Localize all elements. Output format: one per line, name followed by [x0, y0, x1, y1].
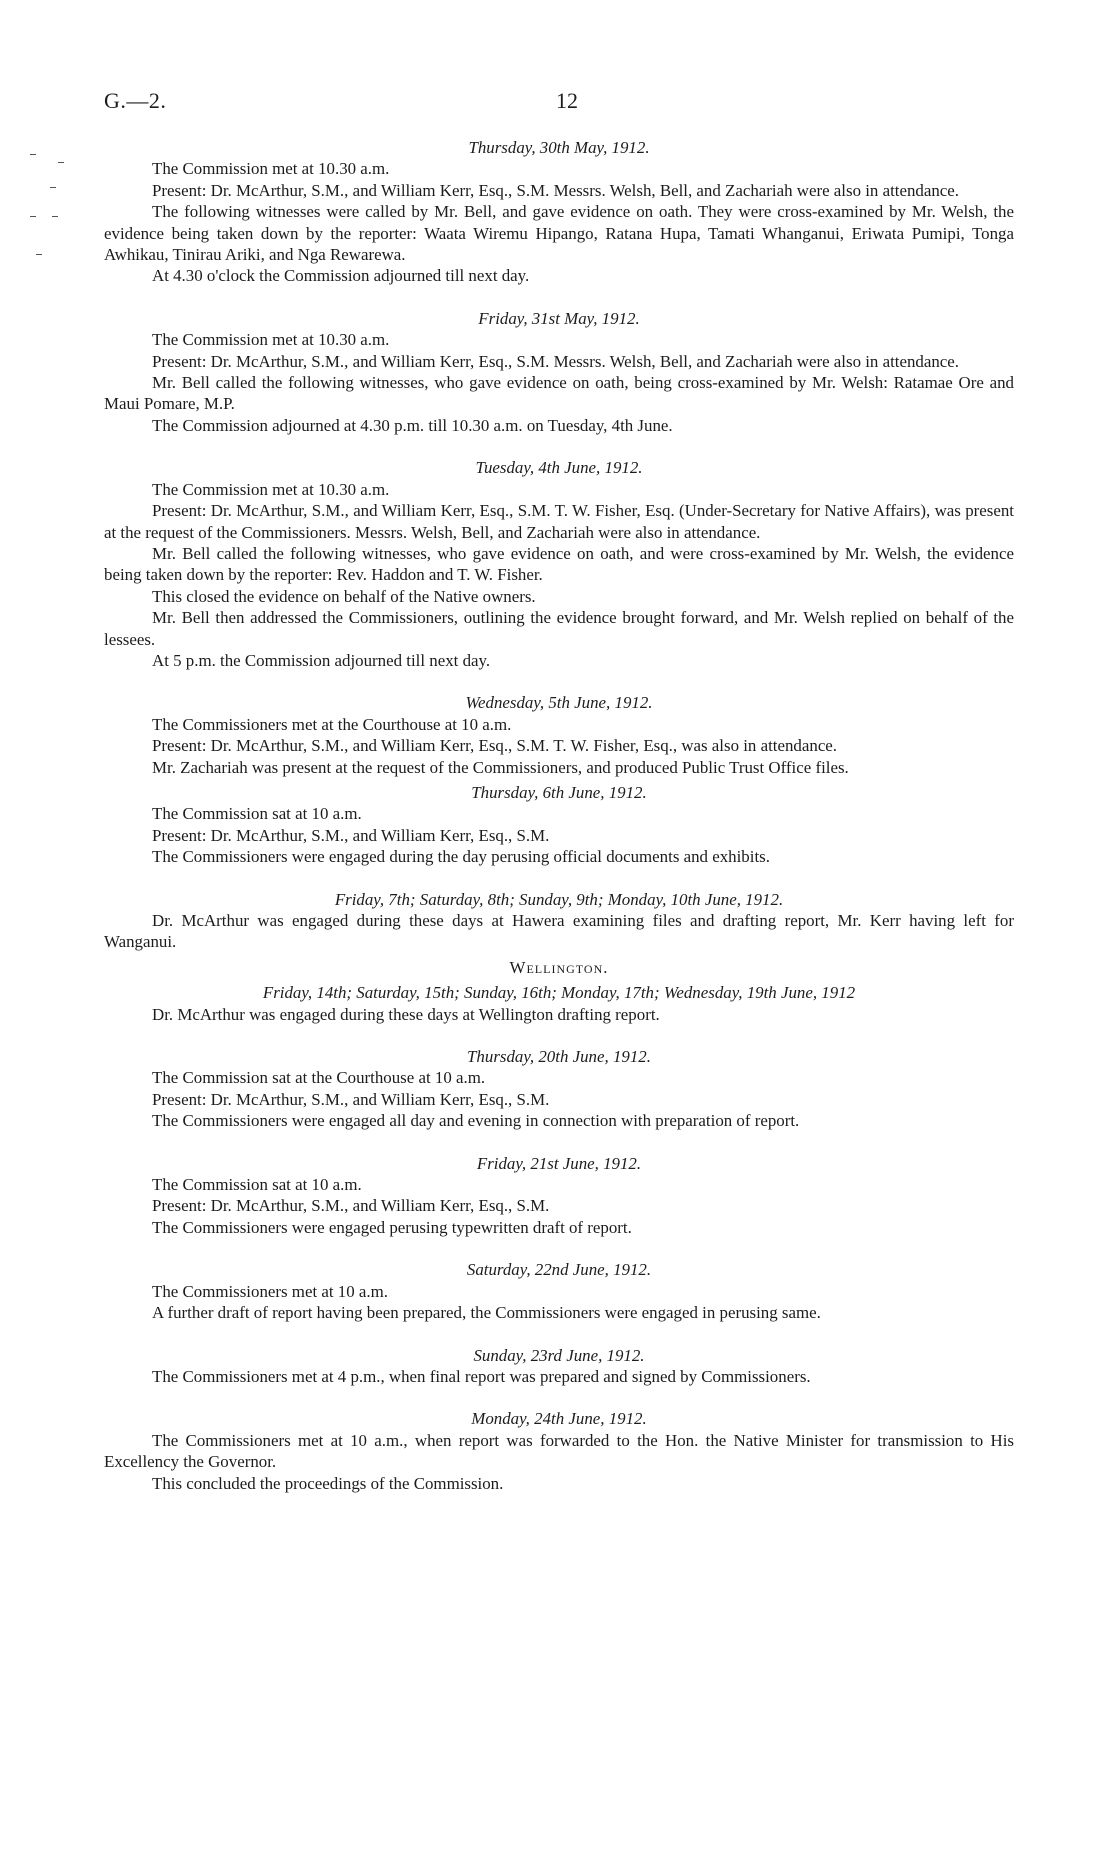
day-entry [104, 692, 1014, 778]
entry-paragraph: At 4.30 o'clock the Commission adjourned till next day. [152, 266, 530, 286]
day-entry [104, 1345, 1014, 1388]
margin-marks [28, 150, 68, 330]
entry-paragraph: The Commissioners met at 10 a.m., when report was forwarded to the Hon. the Native Minister for transmission to His Excellency the Governor. [104, 1430, 1014, 1472]
page-header [104, 88, 1014, 118]
entry-paragraph: At 5 p.m. the Commission adjourned till next day. [152, 650, 491, 670]
entry-date: Sunday, 23rd June, 1912. [473, 1345, 645, 1365]
entry-date: Thursday, 20th June, 1912. [467, 1047, 651, 1067]
day-entry [104, 308, 1014, 436]
day-entry [104, 889, 1014, 953]
entry-paragraph: The Commission met at 10.30 a.m. [152, 159, 390, 179]
day-entry [104, 957, 1014, 1025]
day-entry [104, 1259, 1014, 1323]
entry-date: Thursday, 30th May, 1912. [468, 138, 650, 157]
day-entry [104, 1046, 1014, 1132]
entry-date: Saturday, 22nd June, 1912. [466, 1260, 652, 1280]
entry-paragraph: The Commission sat at 10 a.m. [152, 1175, 362, 1195]
entry-paragraph: Mr. Bell called the following witnesses, who gave evidence on oath, and were cross-examined by Mr. Welsh, the evidence being taken down by the reporter: Rev. Haddon and T. W. Fisher. [104, 543, 1014, 585]
entry-paragraph: The following witnesses were called by Mr. Bell, and gave evidence on oath. They were cross-examined by Mr. Welsh, the evidence being taken down by the reporter: Waata Wiremu Hipango, Ratana Hupa, Tamati Whanganui, Eriwata Pumipi, Tonga Awhikau, Tinirau Ariki, and Nga Rewarewa. [104, 202, 1014, 265]
entry-paragraph: The Commissioners met at 10 a.m. [152, 1281, 388, 1301]
page-reference: G.—2. [104, 88, 167, 113]
entry-paragraph: Present: Dr. McArthur, S.M., and William Kerr, Esq., S.M. [152, 1089, 550, 1109]
entry-date: Tuesday, 4th June, 1912. [475, 458, 643, 478]
entry-paragraph: The Commission sat at 10 a.m. [152, 804, 362, 824]
entry-paragraph: Dr. McArthur was engaged during these days at Hawera examining files and drafting report, Mr. Kerr having left for Wanganui. [104, 911, 1014, 952]
entry-paragraph: The Commission sat at the Courthouse at 10 a.m. [152, 1068, 486, 1088]
entry-paragraph: The Commissioners met at the Courthouse at 10 a.m. [152, 714, 512, 734]
entry-paragraph: The Commission met at 10.30 a.m. [152, 330, 390, 350]
entry-paragraph: This closed the evidence on behalf of the Native owners. [152, 586, 536, 606]
entry-date: Friday, 7th; Saturday, 8th; Sunday, 9th; Monday, 10th June, 1912. [334, 889, 784, 909]
entry-paragraph: This concluded the proceedings of the Commission. [152, 1473, 504, 1493]
entry-paragraph: The Commissioners were engaged perusing typewritten draft of report. [152, 1217, 632, 1237]
entry-paragraph: Mr. Zachariah was present at the request of the Commissioners, and produced Public Trust Office files. [152, 757, 849, 777]
entry-paragraph: The Commission met at 10.30 a.m. [152, 479, 390, 499]
entry-date: Monday, 24th June, 1912. [471, 1409, 647, 1429]
entry-paragraph: Present: Dr. McArthur, S.M., and William Kerr, Esq., S.M. T. W. Fisher, Esq., was also in attendance. [152, 736, 838, 756]
entry-paragraph: Mr. Bell then addressed the Commissioners, outlining the evidence brought forward, and Mr. Welsh replied on behalf of the lessees. [104, 608, 1014, 649]
document-body [104, 137, 1014, 1494]
entry-paragraph: Dr. McArthur was engaged during these days at Wellington drafting report. [152, 1004, 660, 1024]
page-number: 12 [556, 88, 578, 113]
day-entry [104, 1408, 1014, 1494]
entry-paragraph: Present: Dr. McArthur, S.M., and William Kerr, Esq., S.M. [152, 1196, 550, 1216]
entry-paragraph: Present: Dr. McArthur, S.M., and William Kerr, Esq., S.M. Messrs. Welsh, Bell, and Zachariah were also in attendance. [152, 180, 960, 200]
entry-paragraph: Present: Dr. McArthur, S.M., and William Kerr, Esq., S.M. [152, 825, 550, 845]
entry-date: Friday, 14th; Saturday, 15th; Sunday, 16th; Monday, 17th; Wednesday, 19th June, 1912 [262, 983, 856, 1003]
entry-paragraph: The Commissioners were engaged all day and evening in connection with preparation of report. [152, 1111, 800, 1131]
entry-date: Wednesday, 5th June, 1912. [465, 693, 653, 713]
location-heading: Wellington. [509, 957, 609, 977]
day-entry [104, 457, 1014, 671]
entry-paragraph: The Commission adjourned at 4.30 p.m. till 10.30 a.m. on Tuesday, 4th June. [152, 415, 673, 435]
day-entry [104, 137, 1014, 287]
entry-paragraph: A further draft of report having been prepared, the Commissioners were engaged in perusing same. [152, 1303, 821, 1323]
entry-date: Friday, 21st June, 1912. [476, 1153, 642, 1173]
entry-paragraph: Present: Dr. McArthur, S.M., and William Kerr, Esq., S.M. Messrs. Welsh, Bell, and Zachariah were also in attendance. [152, 351, 960, 371]
entry-paragraph: The Commissioners met at 4 p.m., when final report was prepared and signed by Commissioners. [152, 1366, 811, 1386]
entry-paragraph: Mr. Bell called the following witnesses, who gave evidence on oath, being cross-examined by Mr. Welsh: Ratamae Ore and Maui Pomare, M.P. [104, 373, 1014, 414]
day-entry [104, 782, 1014, 868]
day-entry [104, 1153, 1014, 1239]
entry-date: Thursday, 6th June, 1912. [471, 782, 647, 802]
entry-date: Friday, 31st May, 1912. [478, 308, 640, 328]
entry-paragraph: Present: Dr. McArthur, S.M., and William Kerr, Esq., S.M. T. W. Fisher, Esq. (Under-Secretary for Native Affairs), was present at the request of the Commissioners. Messrs. Welsh, Bell, and Zachariah were also in attendance. [104, 501, 1014, 542]
entry-paragraph: The Commissioners were engaged during the day perusing official documents and exhibits. [152, 847, 770, 867]
